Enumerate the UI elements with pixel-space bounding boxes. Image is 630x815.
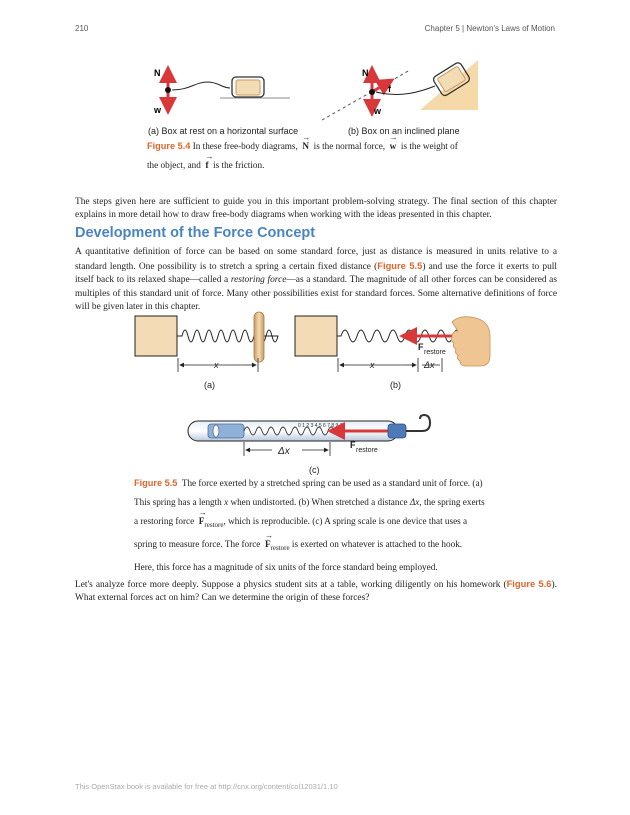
paragraph-2: A quantitative definition of force can be based on some standard force, just as distance is measured in units relative to a standard length. One possibility is to stretch a spring a certain fixed distance (Figure 5.5) and use the force it exerts to pull itself back to its relaxed shape—called a restoring force—as a standard. The magnitude of all other forces can be considered as multiples of this standard unit of force. Many other possibilities exist for standard forces. Some alternative definitions of force will be given later in this chapter.: [75, 247, 557, 312]
rod-a: [254, 312, 264, 362]
vector-N: → N: [302, 137, 309, 156]
figure-ref-5-6[interactable]: Figure 5.6: [506, 578, 552, 589]
spring-panel-b: [295, 316, 490, 390]
diagram-a-caption: (a) Box at rest on a horizontal surface: [148, 126, 299, 136]
hook: [420, 415, 430, 431]
diagram-b: [322, 60, 478, 120]
label-N-b: N: [362, 68, 369, 78]
vector-w: → w: [390, 137, 397, 156]
label-F-c: F: [350, 440, 356, 450]
label-dx-b: Δx: [424, 360, 435, 370]
paragraph-3: Let's analyze force more deeply. Suppose a physics student sits at a table, working diligently on his homework (Figure 5.6). What external forces act on him? Can we determine the origin of these forces?: [75, 578, 557, 604]
figure-ref-5-5[interactable]: Figure 5.5: [377, 260, 423, 272]
label-x-a: x: [214, 360, 219, 370]
vector-f: → f: [205, 156, 208, 175]
figure-5-4-caption: Figure 5.4 In these free-body diagrams, → N is the normal force, → w is the weight of the object, and → f is the friction.: [147, 137, 507, 175]
spring-panel-a: [135, 312, 278, 390]
scale-end-cap: [388, 424, 406, 438]
figure-5-4-diagrams: [130, 58, 510, 128]
figure-5-5-springs: [130, 310, 500, 395]
label-x-b: x: [370, 360, 375, 370]
diagram-a: [153, 68, 290, 115]
wall-block-b: [295, 316, 337, 356]
box: [236, 80, 260, 95]
hand: [451, 317, 490, 366]
panel-label-b: (b): [390, 380, 401, 390]
diagram-b-caption: (b) Box on an inclined plane: [348, 126, 460, 136]
pointer-line-b: [376, 86, 435, 94]
label-w-b: w: [374, 106, 382, 116]
figure-label: Figure 5.4: [147, 141, 191, 151]
label-w-a: w: [154, 105, 162, 115]
paragraph-1: The steps given here are sufficient to guide you in this important problem-solving strategy. The final section of this chapter explains in more detail how to draw free-body diagrams when working with the ideas presented in this chapter.: [75, 197, 557, 221]
page-number: 210: [75, 24, 89, 33]
figure-label-5-5: Figure 5.5: [134, 478, 178, 488]
pointer-line: [172, 82, 230, 90]
section-heading: Development of the Force Concept: [75, 225, 316, 241]
footer: This OpenStax book is available for free at http://cnx.org/content/col12031/1.10: [75, 782, 338, 791]
point-mass-b: [369, 89, 375, 95]
wall-block-a: [135, 316, 177, 356]
panel-label-c: (c): [309, 465, 320, 475]
vector-F-restore: → F: [199, 512, 205, 531]
label-F-sub-b: restore: [424, 349, 446, 356]
label-dx-c: Δx: [278, 446, 290, 457]
label-N-a: N: [154, 68, 161, 78]
point-mass: [165, 87, 171, 93]
vector-F-restore-2: → F: [265, 535, 271, 554]
scale-numbers: 0 1 2 3 4 5 6 7 8 9 10: [298, 423, 346, 429]
figure-5-5-caption: Figure 5.5 The force exerted by a stretched spring can be used as a standard unit of force. (a) This spring has a length x when undistorted. (b) When stretched a distance Δx, the spring exerts a restoring force → $F_{restore}$, which is reproducible. (c) A spring scale is one device that uses a spring to measure force. The force → $F_{restore}$ is exerted on whatever is attached to the hook. Here, this force has a magnitude of six units of the force standard being employed.: [134, 474, 534, 577]
label-f-b: f: [388, 84, 391, 94]
panel-label-a: (a): [204, 380, 215, 390]
running-header: Chapter 5 | Newton's Laws of Motion: [424, 24, 555, 33]
label-F-b: F: [418, 342, 424, 352]
figure-5-5-spring-scale: [180, 412, 450, 478]
label-F-sub-c: restore: [356, 447, 378, 454]
